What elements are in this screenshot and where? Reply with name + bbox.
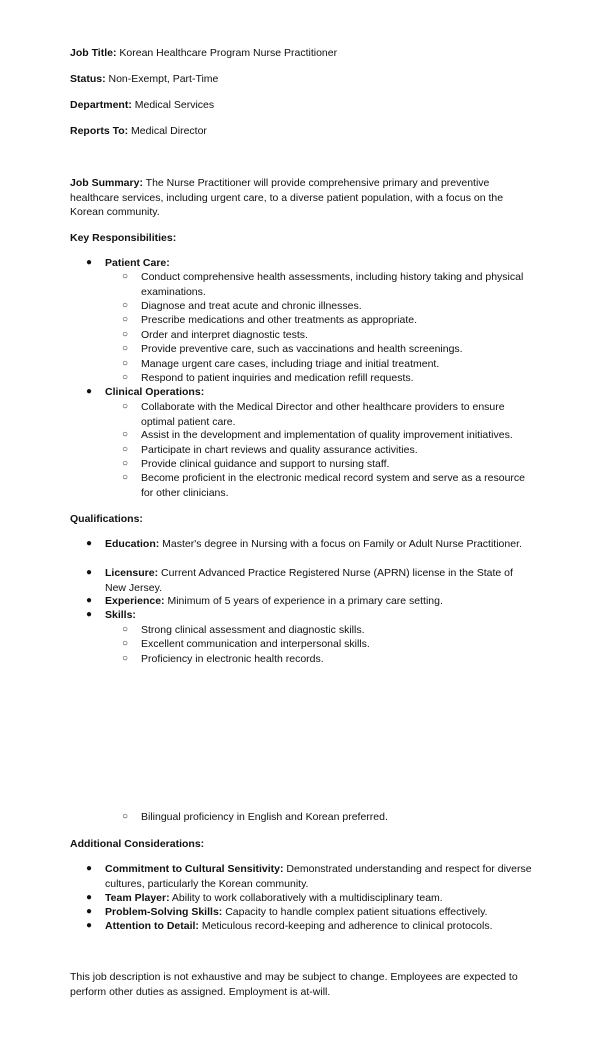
job-title-line [70,46,530,61]
team-label: Team Player: [105,892,170,904]
department-line [70,98,530,113]
list-item-text: Participate in chart reviews and quality assurance activities. [141,444,418,456]
list-item-education [86,537,535,552]
list-item [122,457,531,472]
circle-bullet-icon: ○ [122,429,129,440]
list-item [122,471,531,500]
job-summary-label: Job Summary: [70,177,143,189]
job-title-value: Korean Healthcare Program Nurse Practitioner [116,47,338,59]
bullet-icon: ● [86,386,93,397]
reports-to-line [70,124,530,139]
circle-bullet-icon: ○ [122,638,129,649]
circle-bullet-icon: ○ [122,458,129,469]
reports-to-label: Reports To: [70,125,129,137]
status-value: Non-Exempt, Part-Time [105,73,219,85]
circle-bullet-icon: ○ [122,444,129,455]
list-item-text: Become proficient in the electronic medical record system and serve as a resource for other clinicians. [141,472,526,499]
detail-label: Attention to Detail: [105,920,199,932]
clinical-operations-label: Clinical Operations: [105,386,205,398]
experience-label: Experience: [105,595,165,607]
bullet-icon: ● [86,595,93,606]
team-text: Ability to work collaboratively with a multidisciplinary team. [169,892,443,904]
list-item [122,342,531,357]
list-item-text: Bilingual proficiency in English and Korean preferred. [141,811,388,823]
licensure-text: Current Advanced Practice Registered Nurse (APRN) license in the State of New Jersey. [105,567,513,594]
qualifications-heading: Qualifications: [70,513,143,525]
list-item-skills [86,608,535,623]
cultural-label: Commitment to Cultural Sensitivity: [105,863,284,875]
list-item-experience [86,594,535,609]
footer-disclaimer: This job description is not exhaustive and may be subject to change. Employees are expected to perform other duties as assigned. Employment is at-will. [70,971,518,998]
circle-bullet-icon: ○ [122,472,129,483]
job-summary-text: The Nurse Practitioner will provide comprehensive primary and preventive healthcare services, including urgent care, to a diverse patient population, with a focus on the Korean community. [70,177,504,218]
circle-bullet-icon: ○ [122,624,129,635]
bullet-icon: ● [86,538,93,549]
cultural-text: Demonstrated understanding and respect for diverse cultures, particularly the Korean community. [105,863,532,890]
list-item-licensure [86,566,535,595]
list-item-text: Manage urgent care cases, including triage and initial treatment. [141,358,440,370]
department-value: Medical Services [131,99,215,111]
problem-text: Capacity to handle complex patient situations effectively. [222,906,488,918]
list-item-text: Order and interpret diagnostic tests. [141,329,308,341]
circle-bullet-icon: ○ [122,653,129,664]
list-item-text: Prescribe medications and other treatments as appropriate. [141,314,418,326]
status-line [70,72,530,87]
circle-bullet-icon: ○ [122,271,129,282]
list-item-text: Provide clinical guidance and support to nursing staff. [141,458,390,470]
circle-bullet-icon: ○ [122,372,129,383]
list-item [122,270,531,299]
patient-care-label: Patient Care: [105,257,170,269]
bullet-icon: ● [86,863,93,874]
bullet-icon: ● [86,892,93,903]
list-item-clinical-operations [86,385,535,400]
list-item [122,652,531,667]
list-item [122,810,531,825]
job-title-label: Job Title: [70,47,117,59]
list-item [122,357,531,372]
list-item [122,313,531,328]
circle-bullet-icon: ○ [122,343,129,354]
department-label: Department: [70,99,132,111]
key-responsibilities-heading: Key Responsibilities: [70,232,177,244]
circle-bullet-icon: ○ [122,358,129,369]
list-item-cultural-sensitivity [86,862,535,891]
list-item-text: Diagnose and treat acute and chronic illnesses. [141,300,362,312]
experience-text: Minimum of 5 years of experience in a primary care setting. [164,595,443,607]
list-item [122,637,531,652]
list-item-text: Conduct comprehensive health assessments, including history taking and physical examinations. [141,271,524,298]
skills-label: Skills: [105,609,136,621]
detail-text: Meticulous record-keeping and adherence to clinical protocols. [198,920,493,932]
education-text: Master's degree in Nursing with a focus on Family or Adult Nurse Practitioner. [159,538,522,550]
list-item-text: Excellent communication and interpersonal skills. [141,638,370,650]
bullet-icon: ● [86,906,93,917]
licensure-label: Licensure: [105,567,159,579]
list-item [122,371,531,386]
circle-bullet-icon: ○ [122,329,129,340]
circle-bullet-icon: ○ [122,314,129,325]
list-item-text: Assist in the development and implementation of quality improvement initiatives. [141,429,513,441]
bullet-icon: ● [86,567,93,578]
list-item [122,443,531,458]
status-label: Status: [70,73,106,85]
reports-to-value: Medical Director [128,125,207,137]
list-item [122,400,531,429]
list-item-text: Proficiency in electronic health records. [141,653,324,665]
list-item-patient-care [86,256,535,271]
job-summary [70,176,530,220]
list-item-text: Strong clinical assessment and diagnostic skills. [141,624,365,636]
list-item [122,299,531,314]
additional-considerations-heading: Additional Considerations: [70,838,205,850]
bullet-icon: ● [86,257,93,268]
education-label: Education: [105,538,160,550]
list-item-problem-solving [86,905,535,920]
problem-label: Problem-Solving Skills: [105,906,223,918]
list-item-text: Respond to patient inquiries and medication refill requests. [141,372,414,384]
circle-bullet-icon: ○ [122,401,129,412]
list-item [122,428,531,443]
circle-bullet-icon: ○ [122,300,129,311]
list-item-text: Collaborate with the Medical Director and other healthcare providers to ensure optimal patient care. [141,401,505,428]
list-item [122,328,531,343]
bullet-icon: ● [86,920,93,931]
bullet-icon: ● [86,609,93,620]
list-item-text: Provide preventive care, such as vaccinations and health screenings. [141,343,463,355]
list-item [122,623,531,638]
list-item-attention-to-detail [86,919,535,934]
circle-bullet-icon: ○ [122,811,129,822]
list-item-team-player [86,891,535,906]
